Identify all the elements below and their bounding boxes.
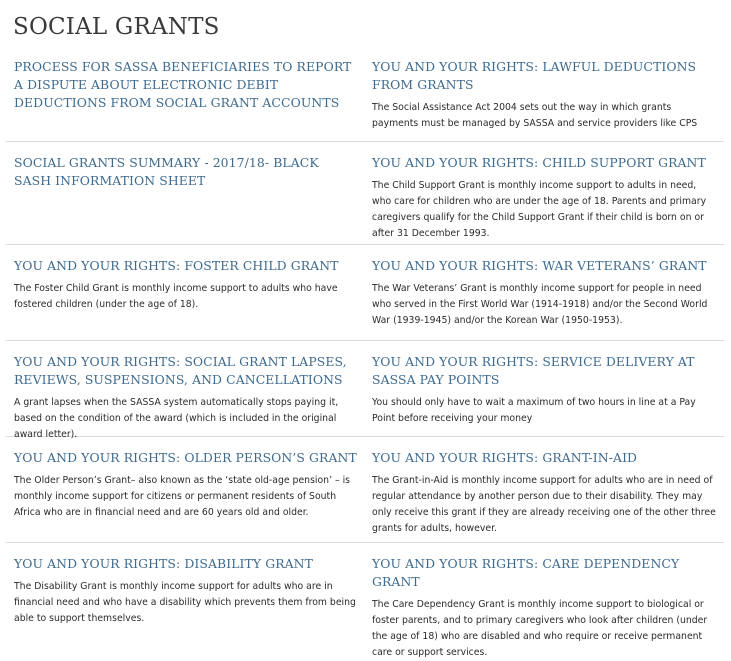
article-grid bbox=[6, 50, 724, 658]
article-card bbox=[365, 257, 724, 340]
article-description: The Social Assistance Act 2004 sets out the way in which grants payments must be managed by SASSA and service providers like CPS bbox=[372, 102, 698, 129]
article-description: A grant lapses when the SASSA system automatically stops paying it, based on the condition of the award (which is included in the original award letter). bbox=[14, 397, 339, 440]
article-description: The Child Support Grant is monthly income support to adults in need, who care for children who are under the age of 18. Parents and primary caregivers qualify for the Child Support Grant if their child is born on or after 31 December 1993. bbox=[372, 180, 707, 239]
article-row bbox=[6, 142, 724, 245]
article-row bbox=[6, 341, 724, 440]
article-card bbox=[6, 555, 365, 636]
article-card bbox=[365, 154, 724, 244]
article-description: The Older Person’s Grant– also known as the ‘state old-age pension’ – is monthly income support for citizens or permanent residents of South Africa who are in financial need and are 60 years old and older. bbox=[14, 475, 351, 518]
article-title-link[interactable]: YOU AND YOUR RIGHTS: FOSTER CHILD GRANT bbox=[14, 258, 339, 273]
article-card bbox=[6, 58, 365, 141]
article-title-link[interactable]: YOU AND YOUR RIGHTS: OLDER PERSON’S GRANT bbox=[14, 450, 357, 465]
article-title-link[interactable]: SOCIAL GRANTS SUMMARY - 2017/18- BLACK SASH INFORMATION SHEET bbox=[14, 155, 319, 188]
article-title-link[interactable]: YOU AND YOUR RIGHTS: CHILD SUPPORT GRANT bbox=[372, 155, 706, 170]
article-row bbox=[6, 245, 724, 341]
article-title-link[interactable]: PROCESS FOR SASSA BENEFICIARIES TO REPORT A DISPUTE ABOUT ELECTRONIC DEBIT DEDUCTIONS FROM SOCIAL GRANT ACCOUNTS bbox=[14, 59, 352, 110]
article-card bbox=[6, 257, 365, 340]
article-card bbox=[6, 449, 365, 542]
article-title-link[interactable]: YOU AND YOUR RIGHTS: GRANT-IN-AID bbox=[372, 450, 638, 465]
article-card bbox=[365, 449, 724, 542]
page-title: SOCIAL GRANTS bbox=[13, 14, 220, 40]
article-description: The Grant-in-Aid is monthly income support for adults who are in need of regular attendance by another person due to their disability. They may only receive this grant if they are already receiving one of the other three grants for adults, however. bbox=[372, 475, 716, 534]
article-description: The Foster Child Grant is monthly income support to adults who have fostered children (under the age of 18). bbox=[14, 283, 338, 310]
article-description: The Disability Grant is monthly income support for adults who are in financial need and who have a disability which prevents them from being able to support themselves. bbox=[14, 581, 356, 624]
article-description: The Care Dependency Grant is monthly income support to biological or foster parents, and to primary caregivers who look after children (under the age of 18) who are disabled and who require or receive permanent care or support services. bbox=[372, 599, 708, 658]
article-row bbox=[6, 50, 724, 142]
article-title-link[interactable]: YOU AND YOUR RIGHTS: SERVICE DELIVERY AT SASSA PAY POINTS bbox=[372, 354, 695, 387]
article-description: The War Veterans’ Grant is monthly income support for people in need who served in the First World War (1914-1918) and/or the Second World War (1939-1945) and/or the Korean War (1950-1953). bbox=[372, 283, 708, 326]
article-row bbox=[6, 543, 724, 658]
article-title-link[interactable]: YOU AND YOUR RIGHTS: WAR VETERANS’ GRANT bbox=[372, 258, 707, 273]
article-card bbox=[365, 353, 724, 436]
article-title-link[interactable]: YOU AND YOUR RIGHTS: SOCIAL GRANT LAPSES, REVIEWS, SUSPENSIONS, AND CANCELLATIONS bbox=[14, 354, 347, 387]
article-card bbox=[365, 58, 724, 141]
article-card bbox=[365, 555, 724, 658]
article-card bbox=[6, 353, 365, 440]
article-title-link[interactable]: YOU AND YOUR RIGHTS: DISABILITY GRANT bbox=[14, 556, 313, 571]
article-title-link[interactable]: YOU AND YOUR RIGHTS: CARE DEPENDENCY GRANT bbox=[372, 556, 680, 589]
article-card bbox=[6, 154, 365, 244]
article-description: You should only have to wait a maximum of two hours in line at a Pay Point before receiving your money bbox=[372, 397, 696, 424]
article-title-link[interactable]: YOU AND YOUR RIGHTS: LAWFUL DEDUCTIONS FROM GRANTS bbox=[372, 59, 697, 92]
article-row bbox=[6, 437, 724, 543]
